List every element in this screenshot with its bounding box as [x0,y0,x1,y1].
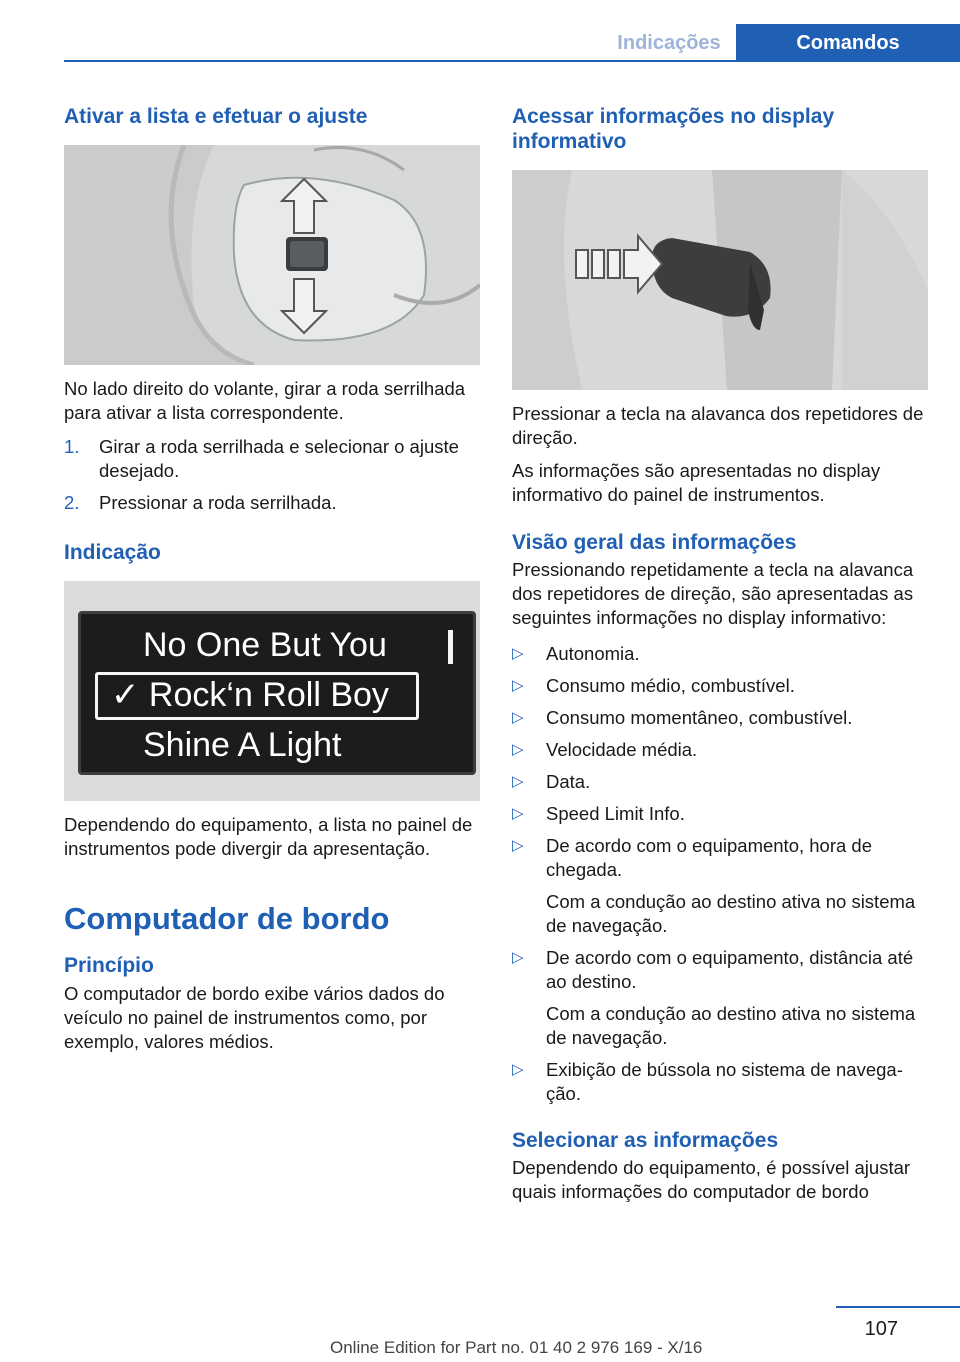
footer-rule [836,1306,960,1308]
heading-principio: Princípio [64,954,154,977]
triangle-bullet-icon: ▷ [512,837,524,854]
steering-wheel-illustration [64,145,480,365]
list-item [512,642,928,666]
scroll-indicator [448,630,453,664]
bullet-text: Velocidade média. [546,739,698,760]
display-item: Shine A Light [143,726,342,764]
paragraph-visao-geral: Pressionando repetidamente a tecla na alavanca dos repetidores de direção, são apresentadas as seguintes informações no display informativo: [512,559,914,628]
bullet-subtext: Com a condução ao destino ativa no sistema de navegação. [546,1003,916,1048]
bullet-text: Consumo momentâneo, combustível. [546,707,853,728]
heading-selecionar-informacoes: Selecionar as informações [512,1129,779,1152]
turn-signal-lever-illustration [512,170,928,390]
left-column [64,100,480,1054]
display-screen [78,611,476,775]
bullet-text: Exibição de bússola no sistema de navegação. [546,1059,903,1104]
bullet-text: Data. [546,771,591,792]
bullet-text: De acordo com o equipamento, hora de chegada. [546,835,873,880]
display-figure [64,581,480,801]
list-item [512,706,928,730]
triangle-bullet-icon: ▷ [512,773,524,790]
list-item [512,738,928,762]
right-column [512,100,928,1204]
paragraph-principio: O computador de bordo exibe vários dados do veículo no painel de instrumentos como, por exemplo, valores médios. [64,983,445,1052]
paragraph-dependendo: Dependendo do equipamento, a lista no painel de instrumentos pode divergir da apresentação. [64,814,473,859]
list-item [512,946,928,1050]
paragraph-pressionar-tecla: Pressionar a tecla na alavanca dos repetidores de direção. [512,403,924,448]
heading-indicacao: Indicação [64,541,161,564]
paragraph-lado-direito: No lado direito do volante, girar a roda serrilhada para ativar a lista correspondente. [64,378,466,423]
heading-visao-geral: Visão geral das informações [512,531,797,554]
bullet-text: De acordo com o equipamento, distância até ao destino. [546,947,914,992]
triangle-bullet-icon: ▷ [512,645,524,662]
paragraph-selecionar: Dependendo do equipamento, é possível ajustar quais informações do computador de bordo [512,1157,911,1202]
list-item [512,834,928,938]
bullet-subtext: Com a condução ao destino ativa no sistema de navegação. [546,891,916,936]
list-item [64,435,480,483]
bullet-text: Consumo médio, combustível. [546,675,795,696]
triangle-bullet-icon: ▷ [512,1061,524,1078]
step-text: Pressionar a roda serrilhada. [99,492,337,513]
paragraph-informacoes-apresentadas: As informações são apresentadas no display informativo do painel de instrumentos. [512,460,881,505]
heading-ativar-lista: Ativar a lista e efetuar o ajuste [64,105,368,128]
turn-signal-lever-figure [512,170,928,390]
footer-edition: Online Edition for Part no. 01 40 2 976 169 - X/16 [330,1338,703,1357]
info-list [512,642,928,1106]
triangle-bullet-icon: ▷ [512,709,524,726]
steering-wheel-figure [64,145,480,365]
tab-comandos[interactable]: Comandos [736,24,960,62]
list-item [512,674,928,698]
bullet-text: Autonomia. [546,643,640,664]
steps-list [64,435,480,515]
list-item [64,491,480,515]
heading-computador-bordo: Computador de bordo [64,901,390,936]
tab-indicacoes[interactable]: Indicações [617,32,721,54]
display-item: No One But You [143,626,387,664]
bullet-text: Speed Limit Info. [546,803,685,824]
list-item [512,1058,928,1106]
list-item [512,770,928,794]
step-number: 1. [64,436,80,457]
triangle-bullet-icon: ▷ [512,805,524,822]
display-item: ✓ Rock‘n Roll Boy [111,676,389,714]
triangle-bullet-icon: ▷ [512,741,524,758]
step-text: Girar a roda serrilhada e selecionar o ajuste desejado. [99,436,459,481]
list-item [512,802,928,826]
triangle-bullet-icon: ▷ [512,949,524,966]
page-number: 107 [864,1318,898,1340]
triangle-bullet-icon: ▷ [512,677,524,694]
heading-acessar-informacoes: Acessar informações no display informativo [512,105,835,153]
step-number: 2. [64,492,80,513]
